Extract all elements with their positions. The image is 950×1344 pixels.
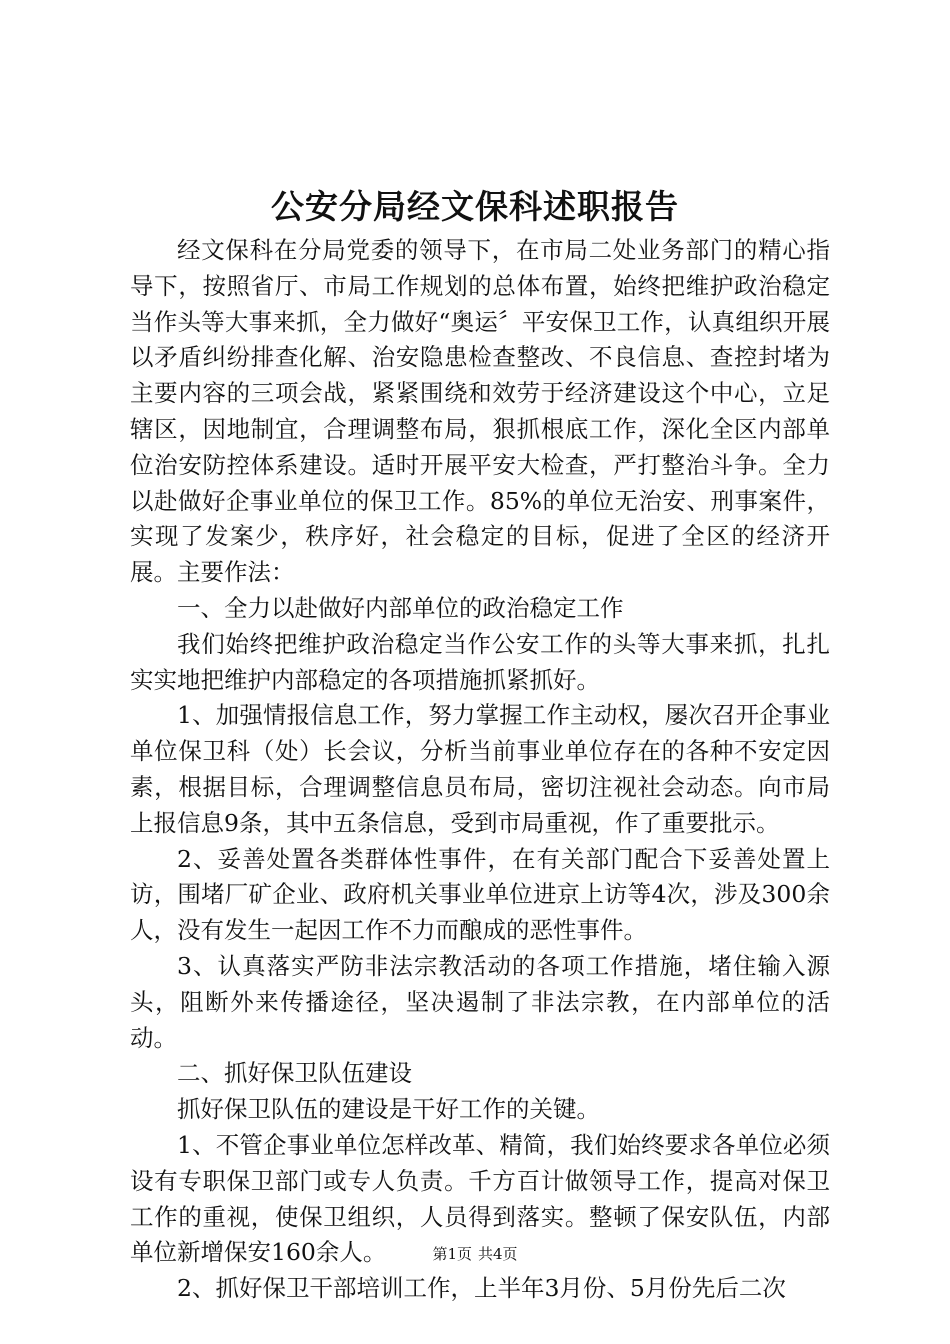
page-number: 第1页 <box>432 1245 472 1263</box>
paragraph: 1、不管企事业单位怎样改革、精简，我们始终要求各单位必须设有专职保卫部门或专人负责。千方百计做领导工作，提高对保卫工作的重视，使保卫组织，人员得到落实。整顿了保安队伍，内部单位新增保安160余人。 <box>130 1130 830 1267</box>
paragraph: 1、加强情报信息工作，努力掌握工作主动权，屡次召开企事业单位保卫科（处）长会议，分析当前事业单位存在的各种不安定因素，根据目标，合理调整信息员布局，密切注视社会动态。向市局上报信息9条，其中五条信息，受到市局重视，作了重要批示。 <box>130 701 830 837</box>
document-body <box>130 233 830 1307</box>
page-footer <box>0 1244 950 1264</box>
document-title: 公安分局经文保科述职报告 <box>271 187 679 226</box>
paragraph-intro: 经文保科在分局党委的领导下，在市局二处业务部门的精心指导下，按照省厅、市局工作规划的总体布置，始终把维护政治稳定当作头等大事来抓，全力做好“奥运〞平安保卫工作，认真组织开展以矛盾纠纷排查化解、治安隐患检查整改、不良信息、查控封堵为主要内容的三项会战，紧紧围绕和效劳于经济建设这个中心，立足辖区，因地制宜，合理调整布局，狠抓根底工作，深化全区内部单位治安防控体系建设。适时开展平安大检查，严打整治斗争。全力以赴做好企事业单位的保卫工作。85%的单位无治安、刑事案件，实现了发案少，秩序好，社会稳定的目标，促进了全区的经济开展。主要作法： <box>130 236 830 587</box>
page-total: 共4页 <box>478 1245 518 1263</box>
section-heading-2: 二、抓好保卫队伍建设 <box>177 1059 412 1088</box>
section-heading-1: 一、全力以赴做好内部单位的政治稳定工作 <box>177 593 624 622</box>
paragraph: 2、抓好保卫干部培训工作，上半年3月份、5月份先后二次 <box>177 1274 786 1303</box>
paragraph: 2、妥善处置各类群体性事件，在有关部门配合下妥善处置上访，围堵厂矿企业、政府机关事业单位进京上访等4次，涉及300余人，没有发生一起因工作不力而酿成的恶性事件。 <box>130 844 830 945</box>
paragraph: 我们始终把维护政治稳定当作公安工作的头等大事来抓，扎扎实实地把维护内部稳定的各项措施抓紧抓好。 <box>130 629 830 694</box>
paragraph: 抓好保卫队伍的建设是干好工作的关键。 <box>177 1095 600 1124</box>
paragraph: 3、认真落实严防非法宗教活动的各项工作措施，堵住输入源头，阻断外来传播途径，坚决遏制了非法宗教，在内部单位的活动。 <box>130 951 830 1052</box>
